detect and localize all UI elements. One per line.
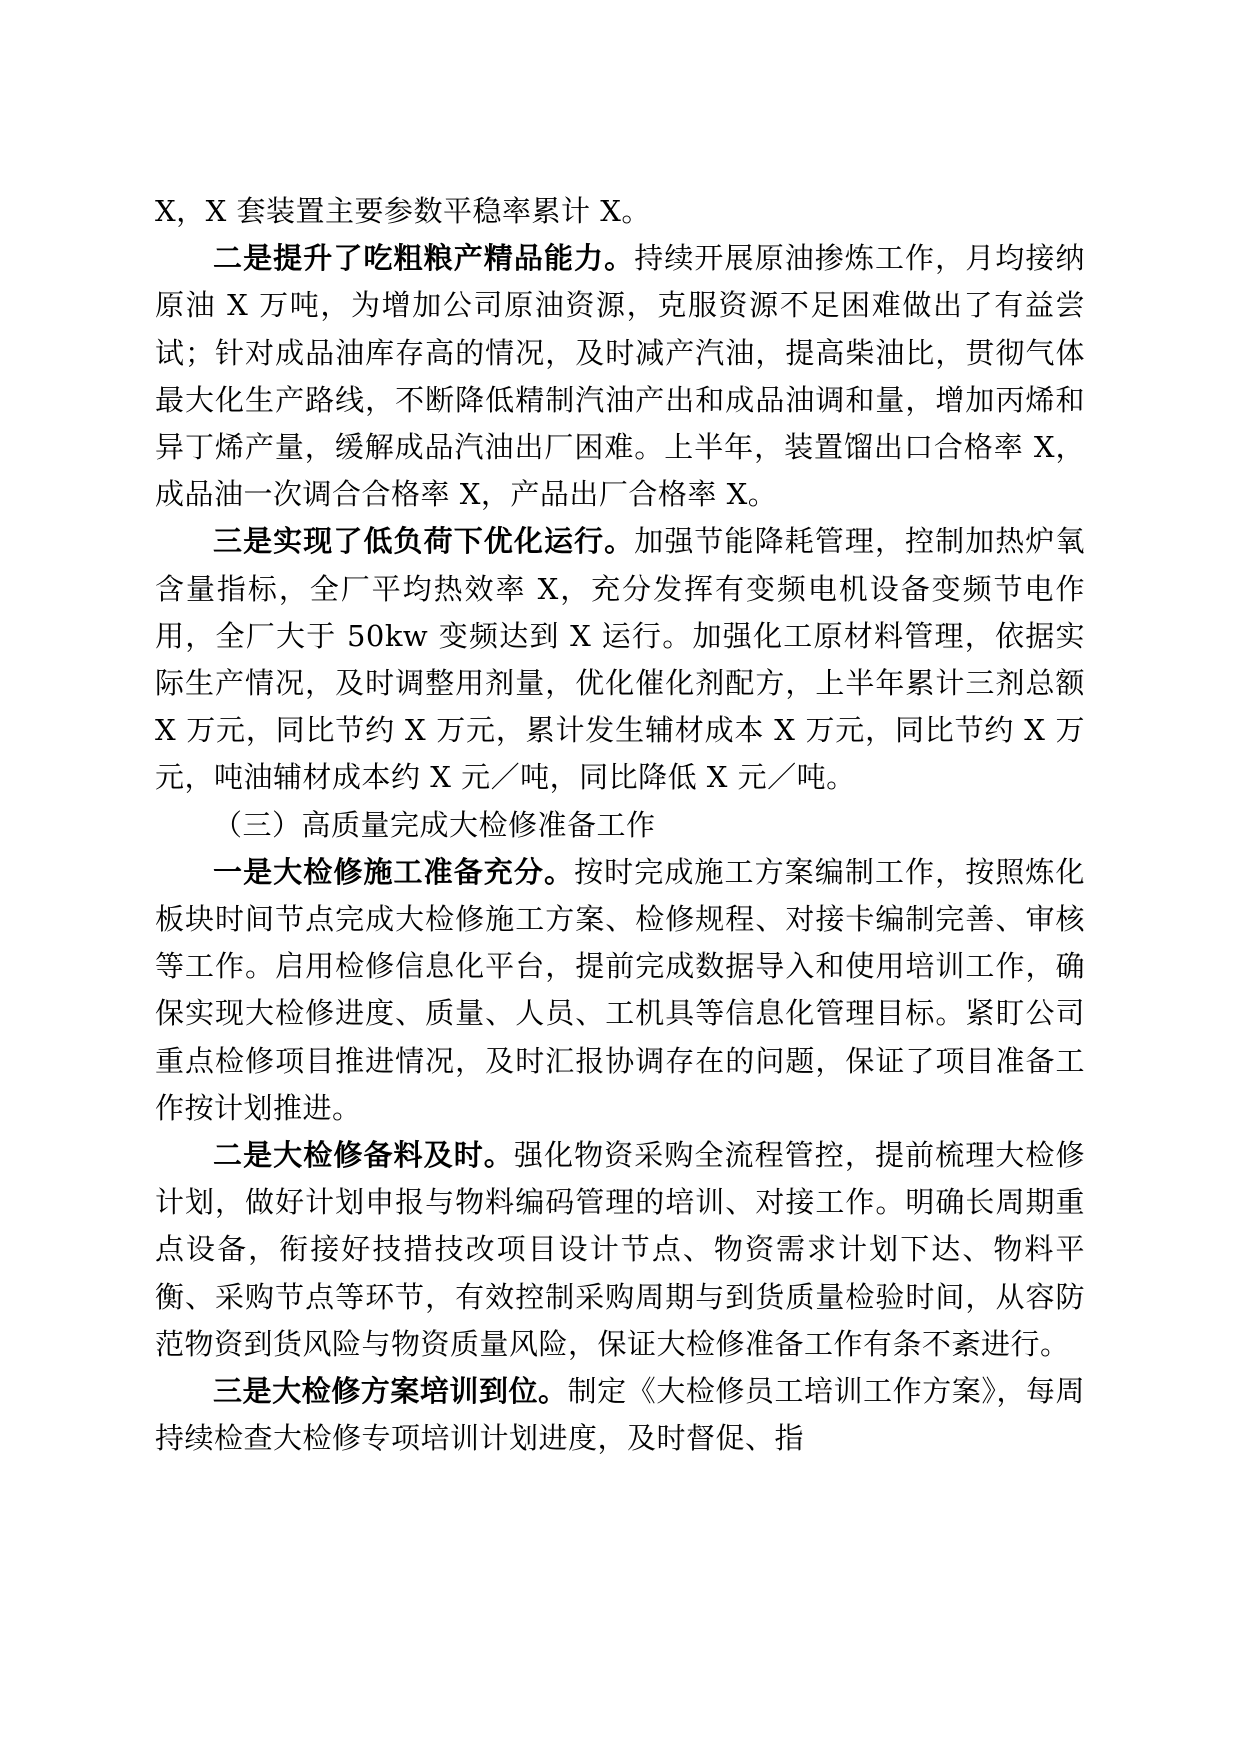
section-heading: （三）高质量完成大检修准备工作	[213, 807, 656, 842]
paragraph-body: 强化物资采购全流程管控，提前梳理大检修计划，做好计划申报与物料编码管理的培训、对接工作。明确长周期重点设备，衔接好技措技改项目设计节点、物资需求计划下达、物料平衡、采购节点等环节，有效控制采购周期与到货质量检验时间，从容防范物资到货风险与物资质量风险，保证大检修准备工作有条不紊进行。	[155, 1138, 1085, 1361]
paragraph-lead: 一是大检修施工准备充分。	[213, 854, 575, 889]
paragraph-body: 按时完成施工方案编制工作，按照炼化板块时间节点完成大检修施工方案、检修规程、对接卡编制完善、审核等工作。启用检修信息化平台，提前完成数据导入和使用培训工作，确保实现大检修进度、质量、人员、工机具等信息化管理目标。紧盯公司重点检修项目推进情况，及时汇报协调存在的问题，保证了项目准备工作按计划推进。	[155, 854, 1085, 1125]
paragraph-lead: 三是实现了低负荷下优化运行。	[213, 524, 635, 559]
paragraph-lead: 二是大检修备料及时。	[213, 1138, 514, 1173]
document-page	[155, 188, 1085, 1462]
paragraph-lead: 三是大检修方案培训到位。	[213, 1374, 568, 1409]
paragraph-body: 持续开展原油掺炼工作，月均接纳原油 X 万吨，为增加公司原油资源，克服资源不足困难做出了有益尝试；针对成品油库存高的情况，及时减产汽油，提高柴油比，贯彻气体最大化生产路线，不断降低精制汽油产出和成品油调和量，增加丙烯和异丁烯产量，缓解成品汽油出厂困难。上半年，装置馏出口合格率 X，成品油一次调合合格率 X，产品出厂合格率 X。	[155, 241, 1085, 512]
paragraph-lead: 二是提升了吃粗粮产精品能力。	[213, 241, 635, 276]
paragraph-materials	[155, 1132, 1085, 1368]
paragraph-low-load-optimization	[155, 518, 1085, 801]
paragraph-crude-capability	[155, 235, 1085, 518]
paragraph-body: 制定《大检修员工培训工作方案》，每周持续检查大检修专项培训计划进度，及时督促、指	[155, 1374, 1085, 1456]
paragraph-training	[155, 1368, 1085, 1462]
continuation-paragraph: X，X 套装置主要参数平稳率累计 X。	[155, 194, 651, 228]
paragraph-body: 加强节能降耗管理，控制加热炉氧含量指标，全厂平均热效率 X，充分发挥有变频电机设备变频节电作用，全厂大于 50kw 变频达到 X 运行。加强化工原材料管理，依据实际生产情况，及时调整用剂量，优化催化剂配方，上半年累计三剂总额 X 万元，同比节约 X 万元，累计发生辅材成本 X 万元，同比节约 X 万元，吨油辅材成本约 X 元／吨，同比降低 X 元／吨。	[155, 524, 1085, 795]
paragraph-construction-prep	[155, 849, 1085, 1132]
